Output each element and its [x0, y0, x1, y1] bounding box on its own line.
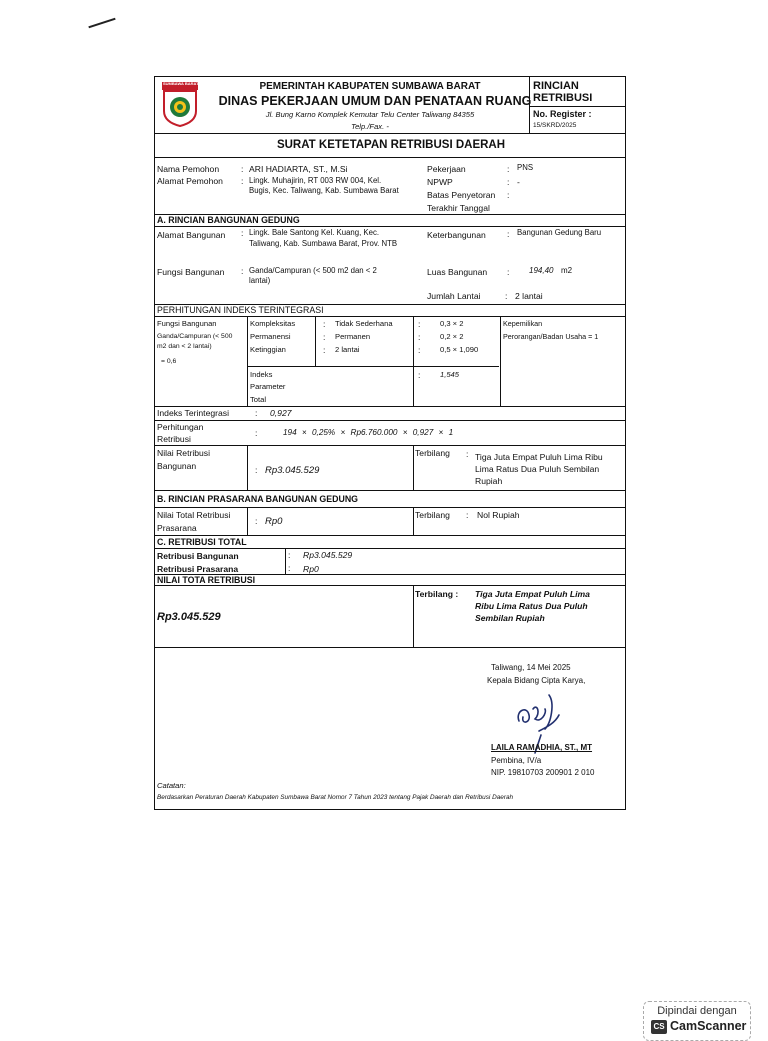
job-value: PNS: [517, 163, 534, 172]
note-label: Catatan:: [157, 781, 186, 790]
calculation-label-1: Perhitungan: [157, 422, 204, 432]
building-address-line2: Taliwang, Kab. Sumbawa Barat, Prov. NTB: [249, 239, 398, 248]
building-function-line2: lantai): [249, 276, 271, 285]
document-title: SURAT KETETAPAN RETRIBUSI DAERAH: [276, 139, 506, 151]
total-index-value: 1,545: [440, 370, 460, 379]
total-words-label: Terbilang :: [415, 589, 459, 599]
ownership-value: Perorangan/Badan Usaha = 1: [503, 332, 599, 341]
office-address: Jl. Bung Karno Komplek Kemutar Telu Center Taliwang 84355: [265, 110, 475, 119]
box-title-1: RINCIAN: [533, 80, 579, 92]
total-words-line1: Tiga Juta Empat Puluh Lima: [475, 589, 590, 599]
box-title-2: RETRIBUSI: [533, 92, 593, 104]
retribution-value-label-1: Nilai Retribusi: [157, 448, 211, 458]
index-function-value: = 0,6: [161, 358, 177, 365]
building-status-value: Bangunan Gedung Baru: [517, 228, 602, 237]
job-label: Pekerjaan: [427, 164, 466, 174]
total-value: Rp3.045.529: [157, 611, 221, 623]
office-phone: Telp./Fax. -: [351, 122, 389, 131]
infrastructure-words-label: Terbilang: [415, 510, 450, 520]
building-function-label: Fungsi Bangunan: [157, 267, 225, 277]
index-function-label: Fungsi Bangunan: [157, 319, 217, 328]
signer-name: LAILA RAMADHIA, ST., MT: [491, 743, 593, 752]
building-status-label: Keterbangunan: [427, 230, 486, 240]
amount-in-words-label: Terbilang: [415, 448, 450, 458]
index-function-line2: m2 dan < 2 lantai): [157, 343, 212, 350]
height-value: 2 lantai: [335, 345, 360, 354]
total-index-label-1: Indeks: [250, 370, 273, 379]
amount-in-words-line2: Lima Ratus Dua Puluh Sembilan: [475, 464, 600, 474]
permanence-value: Permanen: [335, 332, 371, 341]
building-area-label: Luas Bangunan: [427, 267, 488, 277]
signer-rank: Pembina, IV/a: [491, 756, 542, 765]
signer-nip: NIP. 19810703 200901 2 010: [491, 768, 595, 777]
register-label: No. Register :: [533, 109, 592, 119]
building-address-label: Alamat Bangunan: [157, 230, 226, 240]
height-calc: 0,5 × 1,090: [440, 345, 479, 354]
deadline-label-2: Terakhir Tanggal: [427, 203, 490, 213]
total-title: NILAI TOTA RETRIBUSI: [157, 575, 256, 585]
pen-mark: [88, 18, 115, 29]
infrastructure-label-2: Prasarana: [157, 523, 197, 533]
building-retribution-label: Retribusi Bangunan: [157, 551, 239, 561]
permanence-calc: 0,2 × 2: [440, 332, 464, 341]
calculation-formula: 194 × 0,25% × Rp6.760.000 × 0,927 × 1: [283, 428, 454, 437]
applicant-address-line2: Bugis, Kec. Taliwang, Kab. Sumbawa Barat: [249, 186, 399, 195]
total-words-line3: Sembilan Rupiah: [475, 613, 545, 623]
total-index-label-2: Parameter: [250, 382, 286, 391]
department-name: DINAS PEKERJAAN UMUM DAN PENATAAN RUANG: [218, 94, 532, 108]
building-area-value: 194,40: [529, 266, 554, 275]
integrated-index-label: Indeks Terintegrasi: [157, 408, 229, 418]
retribution-value-label-2: Bangunan: [157, 461, 197, 471]
index-section-title: PERHITUNGAN INDEKS TERINTEGRASI: [157, 305, 324, 315]
building-function-line1: Ganda/Campuran (< 500 m2 dan < 2: [249, 266, 377, 275]
floor-count-value: 2 lantai: [515, 291, 543, 301]
applicant-address-label: Alamat Pemohon: [157, 176, 223, 186]
amount-in-words-line3: Rupiah: [475, 476, 503, 486]
integrated-index-value: 0,927: [270, 408, 292, 418]
complexity-calc: 0,3 × 2: [440, 319, 464, 328]
register-number: 15/SKRD/2025: [533, 122, 577, 129]
building-retribution-value: Rp3.045.529: [303, 550, 353, 560]
total-index-label-3: Total: [250, 395, 267, 404]
retribution-value: Rp3.045.529: [265, 465, 320, 476]
param-complexity: Kompleksitas: [250, 319, 296, 328]
deadline-label-1: Batas Penyetoran: [427, 190, 496, 200]
camscanner-logo-icon: CS: [651, 1020, 667, 1034]
section-c-title: C. RETRIBUSI TOTAL: [157, 537, 247, 547]
npwp-value: -: [517, 177, 520, 187]
sign-place-date: Taliwang, 14 Mei 2025: [491, 663, 571, 672]
index-function-line1: Ganda/Campuran (< 500: [157, 333, 233, 340]
section-b-title: B. RINCIAN PRASARANA BANGUNAN GEDUNG: [157, 494, 359, 504]
note-text: Berdasarkan Peraturan Daerah Kabupaten Sumbawa Barat Nomor 7 Tahun 2023 tentang Pajak Daerah dan Retribusi Daerah: [157, 794, 514, 801]
ownership-label: Kepemilikan: [503, 319, 543, 328]
infrastructure-retribution-value: Rp0: [303, 564, 319, 574]
complexity-value: Tidak Sederhana: [335, 319, 393, 328]
watermark-brand: CamScanner: [670, 1019, 747, 1033]
infrastructure-value: Rp0: [265, 516, 283, 527]
applicant-name: ARI HADIARTA, ST., M.Si: [249, 164, 348, 174]
amount-in-words-line1: Tiga Juta Empat Puluh Lima Ribu: [475, 452, 603, 462]
building-area-unit: m2: [561, 266, 573, 275]
retribution-document: SUMBAWA BARAT PEMERINTAH KABUPATEN SUMBAWA BARAT DINAS PEKERJAAN UMUM DAN PENATAAN RUANG Jl. Bung Karno Komplek Kemutar Telu Center Taliwang 84355 Telp./Fax. - RINCIAN RETRIBUSI No. Register : 15/SKRD/2025 SURAT KETETAPAN RETRIBUSI DAERAH Nama Pemohon : ARI HADIARTA, ST., M.Si Alamat Pemohon : Lingk. Muhajirin, RT 003 RW 004, Kel. Bugis, Kec. Taliwang, Kab. Sumbawa Barat Pekerjaan : PNS NPWP : - Batas Penyetoran : Terakhir Tanggal A. RINCIAN BANGUNAN GEDUNG Alamat Bangunan : Lingk. Bale Santong Kel. Kuang, Kec. Taliwang, Kab. Sumbawa Barat, Prov. NTB Keterbangunan : Bangunan Gedung Baru Fungsi Bangunan : Ganda/Campuran (< 500 m2 dan < 2 lantai) Luas Bangunan : 194,40 m2 Jumlah Lantai : 2 lantai PERHITUNGAN INDEKS TERINTEGRASI Fungsi Bangunan Ganda/Campuran (< 500 m2 dan < 2 lantai) = 0,6 Kompleksitas Permanensi Ketinggian : : : Tidak Sederhana Permanen 2 lantai : : : 0,3 × 2 0,2 × 2 0,5 × 1,090 Kepemilikan Perorangan/Badan Usaha = 1 Indeks Parameter Total : 1,545 Indeks Terintegrasi : 0,927 Perhitungan Retribusi : 194 × 0,25% × Rp6.760.000 × 0,927 × 1 Nilai Retribusi Bangunan : Rp3.045.529 Terbilang : Tiga Juta Empat Puluh Lima Ribu Lima Ratus Dua Puluh Sembilan Rupiah B. RINCIAN PRASARANA BANGUNAN GEDUNG Nilai Total Retribusi Prasarana : Rp0 Terbilang : Nol Rupiah C. RETRIBUSI TOTAL Retribusi Bangunan : Rp3.045.529 Retribusi Prasarana : Rp0 NILAI TOTA RETRIBUSI Rp3.045.529 Terbilang : Tiga Juta Empat Puluh Lima Ribu Lima Ratus Dua Puluh Sembilan Rupiah Taliwang, 14 Mei 2025 Kepala Bidang Cipta Karya, LAILA RAMADHIA, ST., MT Pembina, IV/a NIP. 19810703 200901 2 010 Catatan: Berdasarkan Peraturan Daerah Kabupaten Sumbawa Barat Nomor 7 Tahun 2023 tentang Pajak Daerah dan Retribusi Daerah: [154, 76, 626, 810]
applicant-name-label: Nama Pemohon: [157, 164, 220, 174]
param-permanence: Permanensi: [250, 332, 291, 341]
infrastructure-words-value: Nol Rupiah: [477, 510, 520, 520]
total-words-line2: Ribu Lima Ratus Dua Puluh: [475, 601, 588, 611]
infrastructure-retribution-label: Retribusi Prasarana: [157, 564, 239, 574]
sign-position: Kepala Bidang Cipta Karya,: [487, 676, 586, 685]
building-address-line1: Lingk. Bale Santong Kel. Kuang, Kec.: [249, 228, 380, 237]
org-name: PEMERINTAH KABUPATEN SUMBAWA BARAT: [259, 81, 481, 92]
infrastructure-label-1: Nilai Total Retribusi: [157, 510, 231, 520]
calculation-label-2: Retribusi: [157, 434, 191, 444]
param-height: Ketinggian: [250, 345, 286, 354]
floor-count-label: Jumlah Lantai: [427, 291, 481, 301]
watermark-caption: Dipindai dengan: [657, 1005, 737, 1017]
emblem-text: SUMBAWA BARAT: [163, 81, 199, 86]
applicant-address-line1: Lingk. Muhajirin, RT 003 RW 004, Kel.: [249, 176, 382, 185]
regency-emblem-icon: [161, 81, 199, 127]
section-a-title: A. RINCIAN BANGUNAN GEDUNG: [157, 215, 300, 225]
npwp-label: NPWP: [427, 177, 453, 187]
scanner-watermark: [643, 1001, 751, 1041]
